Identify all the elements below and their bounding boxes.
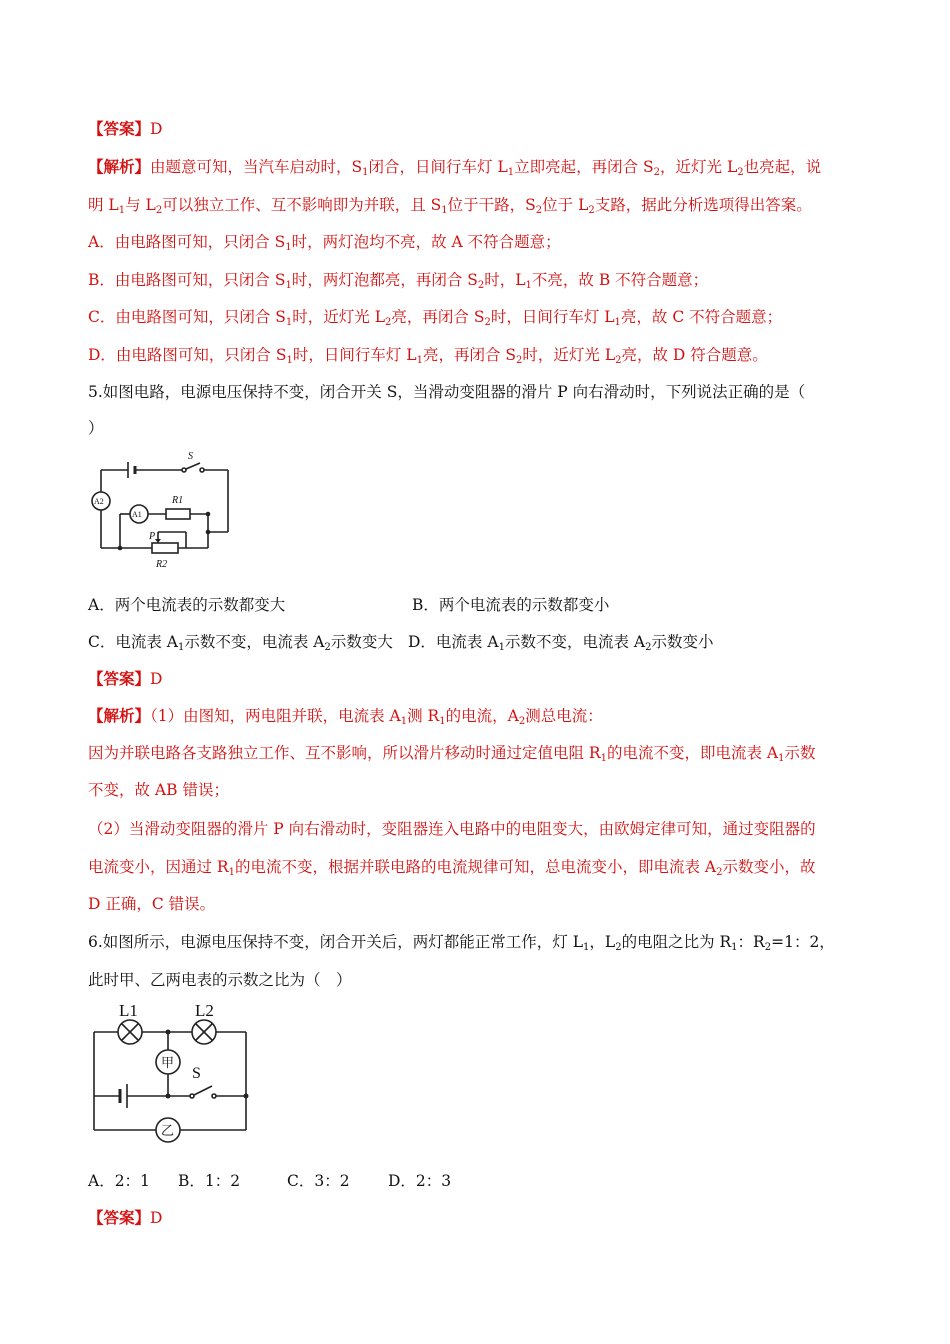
answer-tag: 【答案】 [88,669,151,688]
label-l2: L2 [195,1001,214,1020]
switch-contact [190,1094,194,1098]
q4-option-a-analysis: A．由电路图可知，只闭合 $S_1$时，两灯泡均不亮，故 A 不符合题意； [88,233,561,253]
q5-option-b: B．两个电流表的示数都变小 [412,596,610,614]
analysis-tag: 【解析】 [88,157,151,176]
resistor-r1 [166,509,190,519]
q5-stem-line-1: 5.如图电路，电源电压保持不变，闭合开关 S，当滑动变阻器的滑片 P 向右滑动时，下列说法正确的是（ [88,383,806,401]
label-l1: L1 [119,1001,138,1020]
q6-option-c: C．3：2 [287,1172,350,1190]
label-r1: R1 [172,495,184,506]
switch-blade [186,463,200,469]
q4-answer-line [88,119,162,139]
rheostat-r2 [152,543,178,553]
label-p: P [149,531,156,542]
answer-value: D [150,1209,163,1227]
q6-stem-line-2: 此时甲、乙两电表的示数之比为（ ） [88,971,352,989]
answer-value: D [150,670,163,688]
q4-analysis-line-1 [88,157,821,177]
label-switch: S [188,451,193,462]
answer-value: D [150,120,163,138]
q6-option-d: D．2：3 [388,1172,452,1190]
label-s: S [192,1065,201,1082]
q5-option-d: D．电流表 $A_1$示数不变，电流表 $A_2$示数变小 [408,633,714,653]
label-yi: 乙 [161,1124,175,1139]
q5-option-a: A．两个电流表的示数都变大 [88,596,286,614]
q4-option-d-analysis: D．由电路图可知，只闭合 $S_1$时，日间行车灯 $L_1$亮，再闭合 $S_2$时，近灯光 $L_2$亮，故 D 符合题意。 [88,346,768,366]
q5-analysis-line-5: 电流变小，因通过 $R_1$的电流不变，根据并联电路的电流规律可知，总电流变小，即电流表 $A_2$示数变小，故 [88,858,816,878]
q6-answer-line [88,1208,162,1228]
q6-stem-line-1: 6.如图所示，电源电压保持不变，闭合开关后，两灯都能正常工作，灯 $L_1$，$L_2$的电阻之比为 $R_1$：$R_2=1$：2， [88,933,835,953]
q4-option-c-analysis: C．由电路图可知，只闭合 $S_1$时，近灯光 $L_2$亮，再闭合 $S_2$时，日间行车灯 $L_1$亮，故 C 不符合题意； [88,308,783,328]
switch-contact [182,468,186,472]
q6-circuit-diagram [86,996,256,1146]
q5-analysis-line-1: 【解析】（1）由图知，两电阻并联，电流表 $A_1$测 $R_1$的电流，$A_2$测总电流： [88,706,603,727]
label-a2: A2 [94,497,104,506]
label-jia: 甲 [161,1056,175,1071]
analysis-text: 由题意可知，当汽车启动时，$S_1$闭合，日间行车灯 $L_1$立即亮起，再闭合 $S_2$，近灯光 $L_2$也亮起，说 [150,158,822,178]
analysis-tag: 【解析】 [88,706,151,725]
label-r2: R2 [156,559,168,570]
q4-option-b-analysis: B．由电路图可知，只闭合 $S_1$时，两灯泡都亮，再闭合 $S_2$时，$L_1$不亮，故 B 不符合题意； [88,271,709,291]
q5-analysis-line-4: （2）当滑动变阻器的滑片 P 向右滑动时，变阻器连入电路中的电阻变大，由欧姆定律可知，通过变阻器的 [88,820,816,838]
q5-stem-line-2: ） [88,419,104,437]
q5-option-c: C．电流表 $A_1$示数不变，电流表 $A_2$示数变大 [88,633,393,653]
q4-analysis-line-2: 明 $L_1$与 $L_2$可以独立工作、互不影响即为并联，且 $S_1$位于干路，$S_2$位于 $L_2$支路，据此分析选项得出答案。 [88,196,812,216]
q5-analysis-line-3: 不变，故 AB 错误； [88,781,229,799]
switch-blade [194,1086,212,1095]
label-a1: A1 [132,510,142,519]
q5-analysis-line-6: D 正确，C 错误。 [88,895,216,913]
q6-option-b: B．1：2 [178,1172,241,1190]
q6-option-a: A．2：1 [88,1172,150,1190]
answer-tag: 【答案】 [88,1208,151,1227]
q5-circuit-diagram [86,448,236,576]
answer-tag: 【答案】 [88,119,151,138]
q5-analysis-line-2: 因为并联电路各支路独立工作、互不影响，所以滑片移动时通过定值电阻 $R_1$的电流不变，即电流表 $A_1$示数 [88,744,816,764]
q5-answer-line [88,669,162,689]
